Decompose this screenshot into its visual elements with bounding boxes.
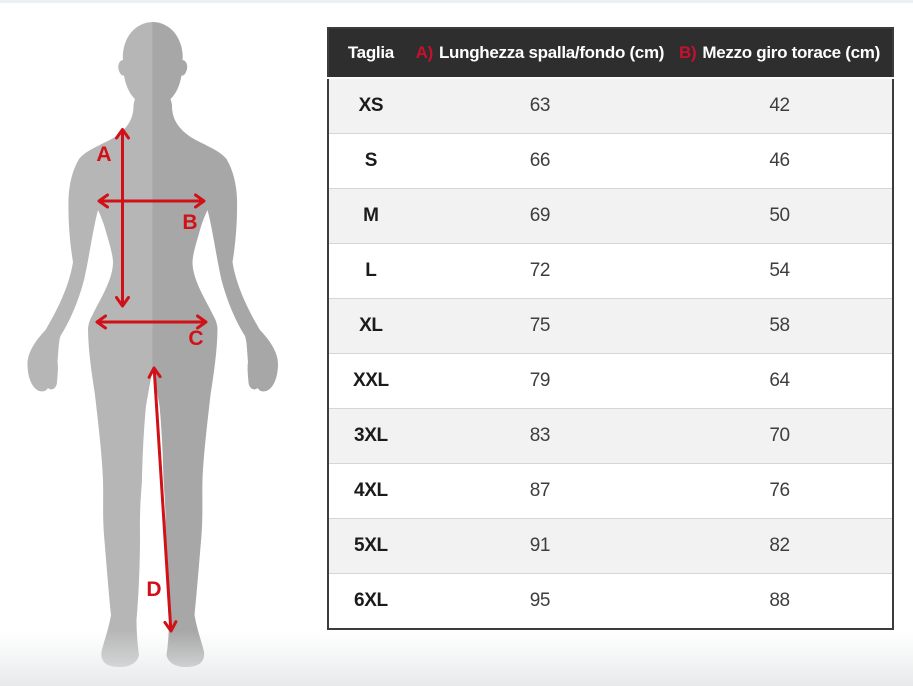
size-cell: L	[328, 244, 413, 299]
value-a-cell: 72	[413, 244, 667, 299]
silhouette-right-half	[153, 22, 279, 667]
size-cell: XL	[328, 299, 413, 354]
table-row	[328, 409, 893, 464]
value-a-cell: 75	[413, 299, 667, 354]
value-a-cell: 69	[413, 189, 667, 244]
table-row	[328, 189, 893, 244]
silhouette-left-half	[28, 22, 154, 667]
measure-a-label: Lunghezza spalla/fondo (cm)	[438, 43, 665, 62]
table-row	[328, 354, 893, 409]
size-cell: XXL	[328, 354, 413, 409]
size-cell: 5XL	[328, 519, 413, 574]
table-row	[328, 244, 893, 299]
table-row	[328, 519, 893, 574]
value-b-cell: 70	[667, 409, 893, 464]
value-a-cell: 63	[413, 78, 667, 134]
size-cell: 6XL	[328, 574, 413, 630]
measure-label-b: B	[182, 211, 198, 234]
size-table	[327, 27, 894, 630]
table-row	[328, 574, 893, 630]
value-a-cell: 87	[413, 464, 667, 519]
value-b-cell: 58	[667, 299, 893, 354]
value-a-cell: 95	[413, 574, 667, 630]
measure-b-prefix: B)	[679, 43, 697, 62]
header-cell-measure-b	[667, 28, 893, 78]
value-b-cell: 46	[667, 134, 893, 189]
size-table-header	[328, 28, 893, 78]
measure-label-c: C	[188, 327, 204, 350]
value-b-cell: 82	[667, 519, 893, 574]
size-cell: 3XL	[328, 409, 413, 464]
size-cell: M	[328, 189, 413, 244]
value-a-cell: 79	[413, 354, 667, 409]
header-cell-taglia	[328, 28, 413, 78]
size-cell: 4XL	[328, 464, 413, 519]
size-cell: XS	[328, 78, 413, 134]
measure-a-prefix: A)	[415, 43, 433, 62]
value-b-cell: 42	[667, 78, 893, 134]
table-row	[328, 299, 893, 354]
female-body-silhouette-icon	[0, 0, 325, 686]
table-row	[328, 464, 893, 519]
value-b-cell: 64	[667, 354, 893, 409]
measure-label-a: A	[96, 143, 112, 166]
value-a-cell: 83	[413, 409, 667, 464]
value-b-cell: 88	[667, 574, 893, 630]
value-b-cell: 76	[667, 464, 893, 519]
value-b-cell: 54	[667, 244, 893, 299]
value-a-cell: 66	[413, 134, 667, 189]
size-cell: S	[328, 134, 413, 189]
header-cell-measure-a	[413, 28, 667, 78]
measure-b-label: Mezzo giro torace (cm)	[702, 43, 880, 62]
value-a-cell: 91	[413, 519, 667, 574]
measurement-figure	[0, 0, 325, 686]
header-taglia-label: Taglia	[347, 43, 394, 62]
value-b-cell: 50	[667, 189, 893, 244]
table-row	[328, 78, 893, 134]
measure-label-d: D	[146, 578, 162, 601]
table-row	[328, 134, 893, 189]
